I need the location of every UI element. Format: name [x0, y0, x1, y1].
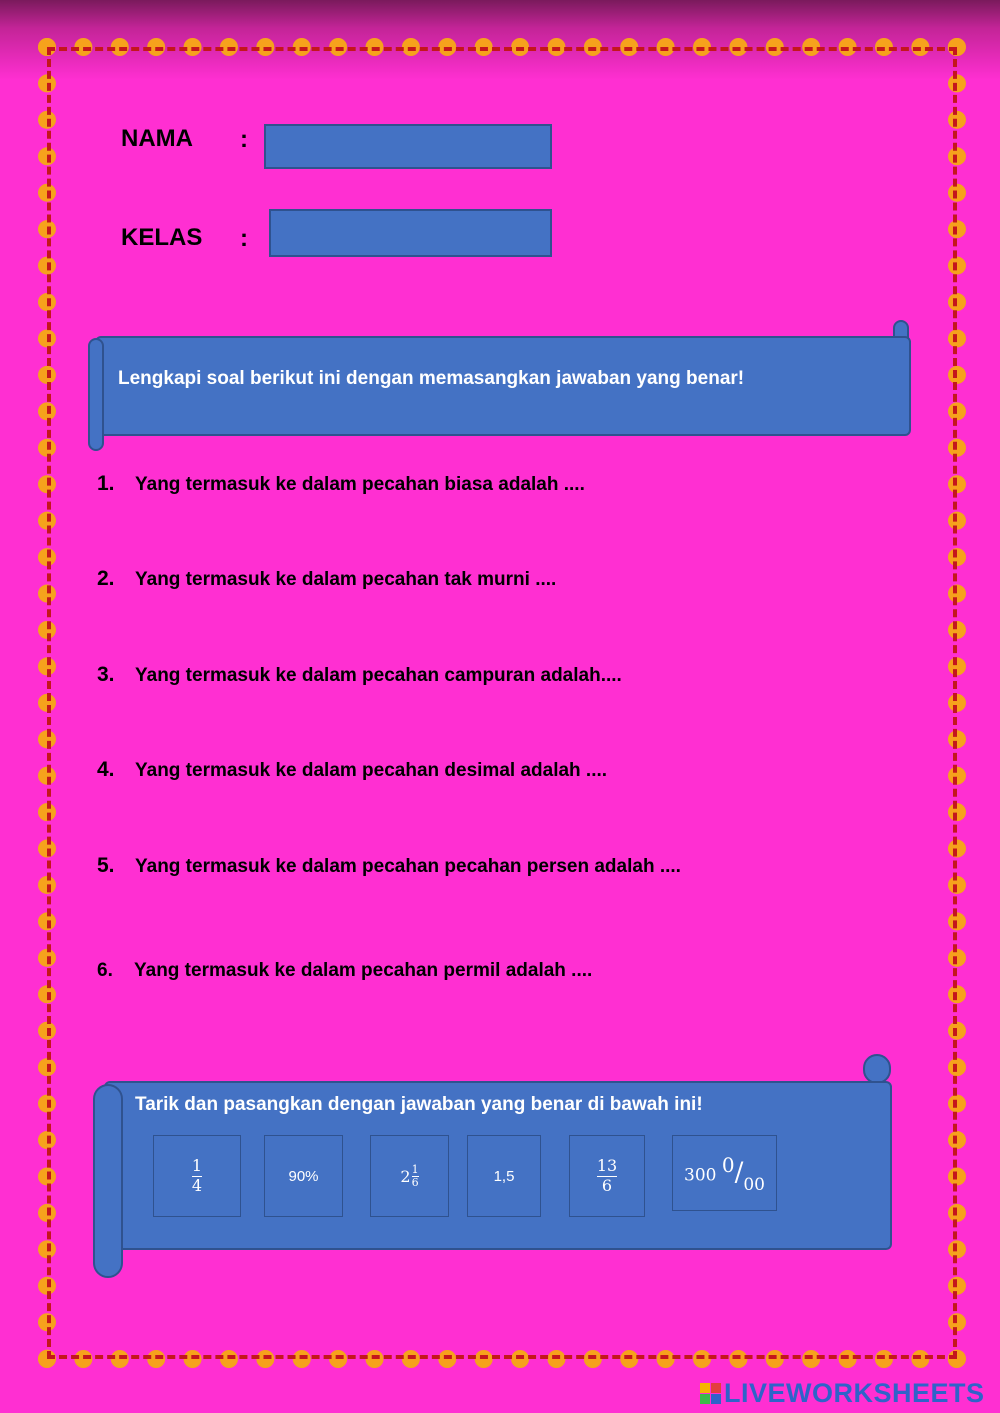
permil-whole: 300 [684, 1166, 717, 1187]
question-5 [97, 854, 681, 878]
fraction-denominator: 6 [411, 1175, 419, 1189]
question-text: Yang termasuk ke dalam pecahan biasa adalah .... [135, 474, 585, 495]
percent-value: 90% [288, 1167, 319, 1185]
name-label: NAMA [121, 125, 193, 152]
instruction-scroll-curl-left [88, 338, 104, 451]
question-text: Yang termasuk ke dalam pecahan tak murni .... [135, 569, 557, 590]
fraction [192, 1157, 202, 1195]
answer-tile-decimal[interactable] [467, 1135, 541, 1217]
permil-sup: 0 [721, 1153, 735, 1178]
permil-sub: 00 [743, 1174, 765, 1195]
question-text: Yang termasuk ke dalam pecahan pecahan persen adalah .... [135, 856, 681, 877]
question-2 [97, 567, 556, 591]
decimal-value: 1,5 [493, 1167, 515, 1185]
question-text: Yang termasuk ke dalam pecahan desimal adalah .... [135, 760, 608, 781]
question-number: 1. [97, 472, 115, 495]
permil-slash: / [734, 1158, 744, 1189]
question-number: 3. [97, 663, 115, 686]
mixed-fraction [400, 1164, 418, 1188]
answer-tile-one-quarter[interactable] [153, 1135, 241, 1217]
question-1 [97, 472, 585, 496]
class-label: KELAS [121, 224, 203, 251]
question-text: Yang termasuk ke dalam pecahan campuran adalah.... [135, 665, 622, 686]
answer-tile-improper-fraction[interactable] [569, 1135, 645, 1217]
liveworksheets-logo[interactable] [700, 1378, 985, 1409]
fraction [597, 1157, 617, 1195]
question-number: 5. [97, 854, 115, 877]
name-colon: : [240, 126, 248, 153]
question-text: Yang termasuk ke dalam pecahan permil adalah .... [134, 960, 593, 981]
answer-tile-mixed-fraction[interactable] [370, 1135, 449, 1217]
answer-scroll-curl-right [863, 1054, 891, 1084]
question-6 [97, 960, 592, 982]
question-3 [97, 663, 622, 687]
name-input[interactable] [264, 124, 552, 169]
permil-value [684, 1153, 765, 1195]
question-number: 2. [97, 567, 115, 590]
fraction-numerator: 1 [411, 1162, 419, 1176]
class-input[interactable] [269, 209, 552, 257]
fraction-denominator: 4 [191, 1175, 203, 1195]
instruction-text: Lengkapi soal berikut ini dengan memasangkan jawaban yang benar! [118, 368, 745, 389]
question-number: 6. [97, 960, 113, 981]
answer-tile-permil[interactable] [672, 1135, 777, 1211]
answer-bank-title: Tarik dan pasangkan dengan jawaban yang benar di bawah ini! [135, 1094, 703, 1115]
liveworksheets-logo-icon [700, 1383, 721, 1404]
answer-tile-percent[interactable] [264, 1135, 343, 1217]
fraction-denominator: 6 [601, 1175, 613, 1195]
fraction-numerator: 13 [596, 1156, 618, 1176]
logo-text: LIVEWORKSHEETS [724, 1378, 985, 1408]
question-4 [97, 758, 607, 782]
fraction-numerator: 1 [191, 1156, 203, 1176]
class-colon: : [240, 225, 248, 252]
fraction [412, 1164, 419, 1188]
answer-scroll-curl-left [93, 1084, 123, 1278]
question-number: 4. [97, 758, 115, 781]
mixed-whole: 2 [400, 1166, 411, 1186]
